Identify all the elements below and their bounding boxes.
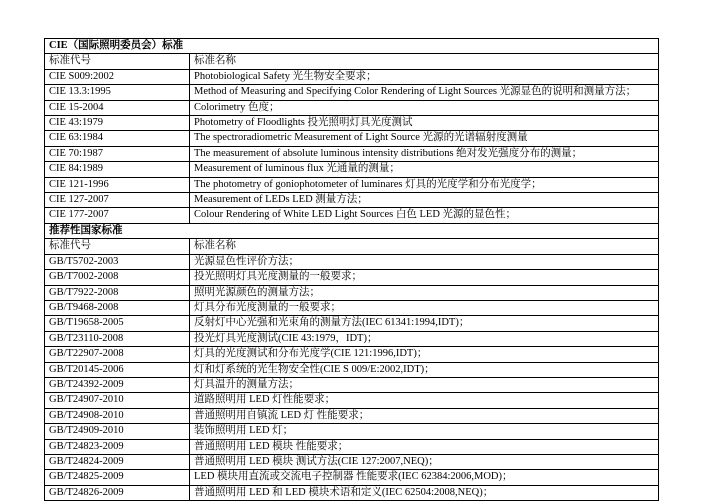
standard-code: CIE 177-2007	[45, 208, 190, 223]
table-row	[45, 208, 659, 223]
table-row	[45, 408, 659, 423]
table-row	[45, 162, 659, 177]
table-header-row	[45, 239, 659, 254]
standard-name: Colorimetry 色度；	[190, 100, 659, 115]
section-title-row	[45, 223, 659, 238]
table-row	[45, 485, 659, 500]
standard-name: 普通照明用 LED 模块 性能要求；	[190, 439, 659, 454]
standard-code: CIE 43:1979	[45, 116, 190, 131]
standard-name: Photobiological Safety 光生物安全要求；	[190, 69, 659, 84]
standard-code: GB/T24908-2010	[45, 408, 190, 423]
standard-name: The photometry of goniophotometer of luminares 灯具的光度学和分布光度学；	[190, 177, 659, 192]
section-title-row	[45, 39, 659, 54]
standards-table	[44, 38, 659, 501]
table-row	[45, 285, 659, 300]
table-row	[45, 193, 659, 208]
standard-code: GB/T7002-2008	[45, 270, 190, 285]
standard-code: GB/T23110-2008	[45, 331, 190, 346]
standard-code: GB/T24909-2010	[45, 424, 190, 439]
section-title: CIE（国际照明委员会）标准	[45, 39, 659, 54]
standard-name: 照明光源颜色的测量方法；	[190, 285, 659, 300]
standard-name: The spectroradiometric Measurement of Light Source 光源的光谱辐射度测量	[190, 131, 659, 146]
table-row	[45, 270, 659, 285]
standard-name: 普通照明用 LED 和 LED 模块术语和定义(IEC 62504:2008,NEQ)；	[190, 485, 659, 500]
standard-name: Colour Rendering of White LED Light Sources 白色 LED 光源的显色性；	[190, 208, 659, 223]
column-header-code: 标准代号	[45, 54, 190, 69]
standard-name: 反射灯中心光强和光束角的测量方法(IEC 61341:1994,IDT)；	[190, 316, 659, 331]
standard-code: GB/T20145-2006	[45, 362, 190, 377]
standard-name: LED 模块用直流或交流电子控制器 性能要求(IEC 62384:2006,MOD)；	[190, 470, 659, 485]
standard-code: GB/T5702-2003	[45, 254, 190, 269]
standard-code: CIE 84:1989	[45, 162, 190, 177]
table-row	[45, 424, 659, 439]
standard-name: 灯具分布光度测量的一般要求；	[190, 300, 659, 315]
table-row	[45, 254, 659, 269]
table-row	[45, 439, 659, 454]
table-row	[45, 362, 659, 377]
standard-code: GB/T19658-2005	[45, 316, 190, 331]
table-header-row	[45, 54, 659, 69]
standard-name: 灯具的光度测试和分布光度学(CIE 121:1996,IDT)；	[190, 347, 659, 362]
standard-code: CIE 121-1996	[45, 177, 190, 192]
standards-table-body	[45, 39, 659, 501]
table-row	[45, 100, 659, 115]
table-row	[45, 454, 659, 469]
standard-code: GB/T24907-2010	[45, 393, 190, 408]
table-row	[45, 470, 659, 485]
section-title: 推荐性国家标准	[45, 223, 659, 238]
standard-name: Method of Measuring and Specifying Color Rendering of Light Sources 光源显色的说明和测量方法；	[190, 85, 659, 100]
standard-code: CIE S009:2002	[45, 69, 190, 84]
table-row	[45, 131, 659, 146]
standard-code: GB/T7922-2008	[45, 285, 190, 300]
standard-code: GB/T24823-2009	[45, 439, 190, 454]
standard-code: CIE 13.3:1995	[45, 85, 190, 100]
standard-name: Photometry of Floodlights 投光照明灯具光度测试	[190, 116, 659, 131]
standard-code: CIE 127-2007	[45, 193, 190, 208]
standard-name: 投光照明灯具光度测量的一般要求；	[190, 270, 659, 285]
table-row	[45, 146, 659, 161]
table-row	[45, 347, 659, 362]
standard-name: 投光灯具光度测试(CIE 43:1979，IDT)；	[190, 331, 659, 346]
column-header-name: 标准名称	[190, 54, 659, 69]
column-header-code: 标准代号	[45, 239, 190, 254]
standard-name: The measurement of absolute luminous intensity distributions 绝对发光强度分布的测量；	[190, 146, 659, 161]
standard-name: 装饰照明用 LED 灯；	[190, 424, 659, 439]
table-row	[45, 116, 659, 131]
standard-code: CIE 15-2004	[45, 100, 190, 115]
table-row	[45, 300, 659, 315]
standard-code: GB/T24825-2009	[45, 470, 190, 485]
standard-code: CIE 63:1984	[45, 131, 190, 146]
standard-code: CIE 70:1987	[45, 146, 190, 161]
table-row	[45, 177, 659, 192]
standard-name: Measurement of luminous flux 光通量的测量；	[190, 162, 659, 177]
table-row	[45, 393, 659, 408]
standard-name: 灯和灯系统的光生物安全性(CIE S 009/E:2002,IDT)；	[190, 362, 659, 377]
standard-code: GB/T24392-2009	[45, 377, 190, 392]
standard-name: Measurement of LEDs LED 测量方法；	[190, 193, 659, 208]
standard-code: GB/T22907-2008	[45, 347, 190, 362]
table-row	[45, 377, 659, 392]
standard-name: 灯具温升的测量方法；	[190, 377, 659, 392]
column-header-name: 标准名称	[190, 239, 659, 254]
table-row	[45, 85, 659, 100]
standard-name: 道路照明用 LED 灯性能要求；	[190, 393, 659, 408]
table-row	[45, 316, 659, 331]
standard-name: 普通照明用 LED 模块 测试方法(CIE 127:2007,NEQ)；	[190, 454, 659, 469]
standard-code: GB/T24824-2009	[45, 454, 190, 469]
table-row	[45, 69, 659, 84]
standard-code: GB/T9468-2008	[45, 300, 190, 315]
standard-name: 普通照明用自镇流 LED 灯 性能要求；	[190, 408, 659, 423]
table-row	[45, 331, 659, 346]
standard-name: 光源显色性评价方法；	[190, 254, 659, 269]
standard-code: GB/T24826-2009	[45, 485, 190, 500]
